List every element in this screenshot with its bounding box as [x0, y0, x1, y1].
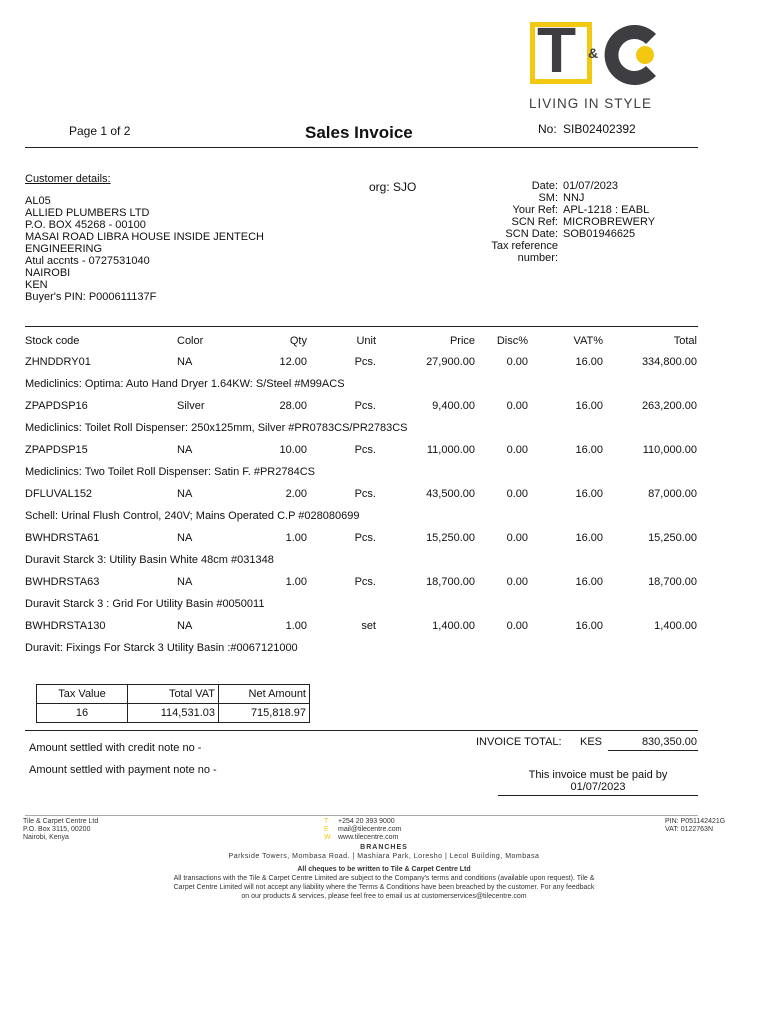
tax-value-row: [37, 704, 310, 723]
item-description: Mediclinics: Toilet Roll Dispenser: 250x125mm, Silver #PR0783CS/PR2783CS: [25, 422, 408, 434]
item-description: Duravit Starck 3: Utility Basin White 48cm #031348: [25, 554, 274, 566]
tax-net-amount: 715,818.97: [219, 704, 310, 723]
page-number: Page 1 of 2: [69, 124, 131, 138]
table-row: [25, 399, 697, 413]
table-row: [25, 619, 697, 633]
meta-label: SCN Ref:: [511, 216, 558, 228]
customer-line: AL05: [25, 195, 51, 207]
totals-divider: [25, 730, 698, 731]
meta-value: SOB01946625: [563, 228, 636, 240]
customer-line: Buyer's PIN: P000611137F: [25, 291, 157, 303]
cell-qty: 28.00: [279, 400, 307, 412]
document-title: Sales Invoice: [305, 123, 413, 142]
cell-total: 15,250.00: [648, 532, 697, 544]
footer-terms-2: Carpet Centre Limited will not accept any liability where the Terms & Conditions have been breached by the customer. For any feedback: [173, 884, 595, 891]
cell-color: NA: [177, 488, 193, 500]
cell-vat: 16.00: [575, 444, 603, 456]
cell-qty: 1.00: [285, 576, 307, 588]
cell-price: 15,250.00: [426, 532, 475, 544]
header-disc: Disc%: [496, 335, 528, 347]
logo-tagline: LIVING IN STYLE: [529, 96, 653, 111]
footer-terms-3: on our products & services, please feel free to email us at customerservices@tilecentre.com: [241, 893, 527, 900]
meta-value: APL-1218 : EABL: [563, 204, 650, 216]
cell-unit: Pcs.: [354, 400, 376, 412]
cell-stock-code: ZPAPDSP15: [25, 444, 88, 456]
invoice-no-value: SIB02402392: [563, 122, 636, 136]
meta-value: NNJ: [563, 192, 585, 204]
table-row: [25, 487, 697, 501]
cell-price: 11,000.00: [426, 444, 475, 456]
meta-labels: [430, 180, 558, 264]
tax-header-row: [37, 685, 310, 704]
cell-stock-code: BWHDRSTA63: [25, 576, 100, 588]
cell-stock-code: ZHNDDRY01: [25, 356, 91, 368]
footer-branches: Parkside Towers, Mombasa Road. | Mashiara Park, Loresho | Lecol Building, Mombasa: [228, 853, 540, 860]
customer-line: P.O. BOX 45268 - 00100: [25, 219, 146, 231]
cell-price: 9,400.00: [432, 400, 475, 412]
cell-price: 1,400.00: [432, 620, 475, 632]
customer-line: ENGINEERING: [25, 243, 103, 255]
total-underline: [608, 750, 698, 751]
cell-color: NA: [177, 620, 193, 632]
header-unit: Unit: [356, 335, 376, 347]
item-description: Mediclinics: Optima: Auto Hand Dryer 1.64KW: S/Steel #M99ACS: [25, 378, 345, 390]
header-stock-code: Stock code: [25, 335, 80, 347]
table-row: [25, 355, 697, 369]
cell-unit: Pcs.: [354, 356, 376, 368]
cell-color: NA: [177, 444, 193, 456]
meta-label: SM:: [538, 192, 558, 204]
cell-vat: 16.00: [575, 488, 603, 500]
cell-unit: Pcs.: [354, 444, 376, 456]
table-row: [25, 443, 697, 457]
footer-email[interactable]: mail@tilecentre.com: [338, 826, 402, 833]
meta-label: number:: [517, 252, 558, 264]
table-row: [25, 531, 697, 545]
email-letter-icon: E: [324, 826, 329, 833]
cell-stock-code: DFLUVAL152: [25, 488, 93, 500]
pay-by-date: 01/07/2023: [570, 781, 626, 793]
cell-total: 334,800.00: [641, 356, 697, 368]
customer-line: MASAI ROAD LIBRA HOUSE INSIDE JENTECH: [25, 231, 264, 243]
table-row: [25, 575, 697, 589]
meta-label: Tax reference: [491, 240, 558, 252]
logo-c-icon: [598, 20, 668, 90]
tax-header-total-vat: Total VAT: [128, 685, 219, 704]
footer-website[interactable]: www.tilecentre.com: [338, 834, 399, 841]
header-divider: [25, 147, 698, 148]
meta-label: Your Ref:: [512, 204, 558, 216]
header-vat: VAT%: [573, 335, 603, 347]
header-price: Price: [449, 335, 475, 347]
cell-disc: 0.00: [506, 620, 528, 632]
meta-values: [563, 180, 655, 240]
footer-company-box: P.O. Box 3115, 00200: [23, 826, 91, 833]
phone-letter-icon: T: [324, 818, 329, 825]
cell-stock-code: ZPAPDSP16: [25, 400, 88, 412]
cell-vat: 16.00: [575, 400, 603, 412]
item-description: Duravit: Fixings For Starck 3 Utility Basin :#0067121000: [25, 642, 298, 654]
customer-heading: Customer details:: [25, 173, 111, 185]
table-top-divider: [25, 326, 698, 327]
logo-mark: T: [537, 14, 577, 86]
meta-value: MICROBREWERY: [563, 216, 656, 228]
cell-qty: 10.00: [279, 444, 307, 456]
pay-by-block: [498, 769, 698, 793]
cell-disc: 0.00: [506, 356, 528, 368]
table-header: [25, 334, 697, 348]
cell-color: Silver: [177, 400, 205, 412]
pay-by-text: This invoice must be paid by: [528, 769, 668, 781]
cell-total: 263,200.00: [641, 400, 697, 412]
footer-pin-number: PIN: P051142421G: [665, 818, 726, 825]
cell-vat: 16.00: [575, 576, 603, 588]
cell-unit: set: [361, 620, 376, 632]
footer-cheques: All cheques to be written to Tile & Carpet Centre Ltd: [297, 866, 471, 873]
header-color: Color: [177, 335, 204, 347]
payment-note-text: Amount settled with payment note no -: [29, 764, 217, 776]
cell-price: 18,700.00: [426, 576, 475, 588]
cell-color: NA: [177, 356, 193, 368]
cell-price: 27,900.00: [426, 356, 475, 368]
web-letter-icon: W: [324, 834, 331, 841]
customer-line: Atul accnts - 0727531040: [25, 255, 150, 267]
cell-qty: 1.00: [285, 532, 307, 544]
cell-disc: 0.00: [506, 576, 528, 588]
customer-block: [25, 195, 264, 303]
cell-color: NA: [177, 532, 193, 544]
cell-stock-code: BWHDRSTA61: [25, 532, 100, 544]
invoice-total-currency: KES: [580, 736, 603, 748]
tax-header-value: Tax Value: [37, 685, 128, 704]
pay-by-underline: [498, 795, 698, 796]
cell-stock-code: BWHDRSTA130: [25, 620, 106, 632]
customer-line: NAIROBI: [25, 267, 71, 279]
cell-disc: 0.00: [506, 532, 528, 544]
credit-note-text: Amount settled with credit note no -: [29, 742, 202, 754]
footer-vat-number: VAT: 0122763N: [665, 826, 713, 833]
tax-header-net-amount: Net Amount: [219, 685, 310, 704]
cell-qty: 2.00: [285, 488, 307, 500]
tax-value: 16: [37, 704, 128, 723]
header-total: Total: [673, 335, 697, 347]
footer-company-name: Tile & Carpet Centre Ltd: [23, 818, 99, 825]
cell-vat: 16.00: [575, 356, 603, 368]
cell-disc: 0.00: [506, 444, 528, 456]
cell-total: 87,000.00: [648, 488, 697, 500]
cell-vat: 16.00: [575, 532, 603, 544]
tax-summary-table: [36, 684, 310, 723]
cell-unit: Pcs.: [354, 532, 376, 544]
cell-disc: 0.00: [506, 488, 528, 500]
cell-total: 1,400.00: [654, 620, 697, 632]
cell-price: 43,500.00: [426, 488, 475, 500]
footer-contact: [338, 818, 402, 842]
cell-disc: 0.00: [506, 400, 528, 412]
footer-company: [23, 818, 98, 842]
cell-vat: 16.00: [575, 620, 603, 632]
logo-ampersand: &: [588, 45, 599, 61]
meta-value: 01/07/2023: [563, 180, 619, 192]
footer-phone: +254 20 393 9000: [338, 818, 395, 825]
invoice-total-label: INVOICE TOTAL:: [476, 736, 562, 748]
customer-line: ALLIED PLUMBERS LTD: [25, 207, 150, 219]
cell-unit: Pcs.: [354, 488, 376, 500]
item-description: Schell: Urinal Flush Control, 240V; Mains Operated C.P #028080699: [25, 510, 360, 522]
item-description: Mediclinics: Two Toilet Roll Dispenser: Satin F. #PR2784CS: [25, 466, 316, 478]
cell-qty: 12.00: [279, 356, 307, 368]
cell-unit: Pcs.: [354, 576, 376, 588]
customer-line: KEN: [25, 279, 48, 291]
invoice-total-value: 830,350.00: [641, 736, 697, 748]
cell-qty: 1.00: [285, 620, 307, 632]
header-qty: Qty: [289, 335, 307, 347]
footer-divider: [25, 815, 698, 816]
item-description: Duravit Starck 3 : Grid For Utility Basin #0050011: [25, 598, 265, 610]
cell-total: 110,000.00: [642, 444, 697, 456]
cell-total: 18,700.00: [648, 576, 697, 588]
footer-contact-letters: [324, 818, 331, 842]
footer-terms-1: All transactions with the Tile & Carpet Centre Limited are subject to the Company's terms and conditions (available upon request). Tile &: [173, 875, 595, 882]
meta-label: SCN Date:: [505, 228, 558, 240]
footer-pin: [665, 818, 725, 834]
meta-label: Date:: [531, 180, 558, 192]
footer-branches-heading: BRANCHES: [360, 844, 408, 851]
invoice-no-label: No:: [538, 122, 557, 136]
tax-total-vat: 114,531.03: [128, 704, 219, 723]
footer-company-city: Nairobi, Kenya: [23, 834, 69, 841]
cell-color: NA: [177, 576, 193, 588]
org-code: org: SJO: [369, 180, 417, 194]
